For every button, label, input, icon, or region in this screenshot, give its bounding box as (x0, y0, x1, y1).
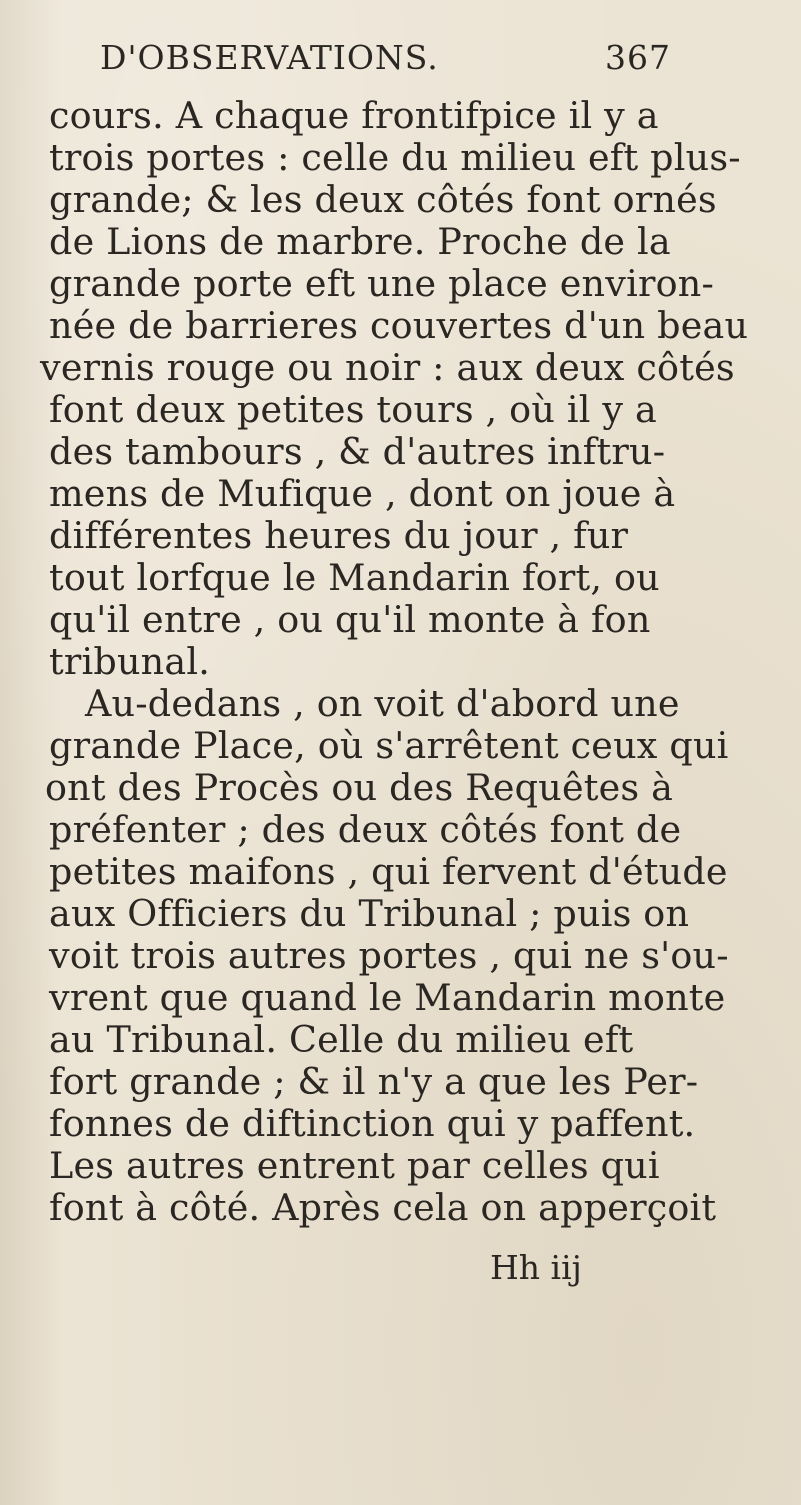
page-number: 367 (605, 38, 671, 77)
text-line: qu'il entre , ou qu'il monte à fon (49, 598, 651, 641)
text-line: font deux petites tours , où il y a (49, 388, 657, 431)
text-line: née de barrieres couvertes d'un beau (49, 304, 749, 347)
text-line: ont des Procès ou des Requêtes à (45, 766, 674, 809)
text-line: aux Officiers du Tribunal ; puis on (49, 892, 690, 935)
text-line: vrent que quand le Mandarin monte (49, 976, 726, 1019)
text-line: tribunal. (49, 640, 211, 683)
text-line: font à côté. Après cela on apperçoit (49, 1186, 717, 1229)
text-line: grande porte eft une place environ- (49, 262, 715, 305)
text-line: fonnes de diftinction qui y paffent. (49, 1102, 696, 1145)
text-line: cours. A chaque frontifpice il y a (49, 94, 659, 137)
text-line: grande; & les deux côtés font ornés (49, 178, 717, 221)
text-line: de Lions de marbre. Proche de la (49, 220, 671, 263)
text-line: tout lorfque le Mandarin fort, ou (49, 556, 660, 599)
running-header (100, 38, 700, 88)
text-line: vernis rouge ou noir : aux deux côtés (40, 346, 735, 389)
text-line: Au-dedans , on voit d'abord une (85, 682, 680, 725)
text-line: au Tribunal. Celle du milieu eft (49, 1018, 634, 1061)
text-line: des tambours , & d'autres inftru- (49, 430, 666, 473)
signature-mark: Hh iij (490, 1248, 582, 1287)
text-line: trois portes : celle du milieu eft plus- (49, 136, 741, 179)
text-line: Les autres entrent par celles qui (49, 1144, 660, 1187)
text-line: petites maifons , qui fervent d'étude (49, 850, 728, 893)
text-line: différentes heures du jour , fur (49, 514, 629, 557)
running-title: D'OBSERVATIONS. (100, 38, 439, 77)
text-line: mens de Mufique , dont on joue à (49, 472, 676, 515)
text-line: grande Place, où s'arrêtent ceux qui (49, 724, 729, 767)
text-line: préfenter ; des deux côtés font de (49, 808, 682, 851)
text-line: fort grande ; & il n'y a que les Per- (49, 1060, 699, 1103)
text-line: voit trois autres portes , qui ne s'ou- (49, 934, 729, 977)
